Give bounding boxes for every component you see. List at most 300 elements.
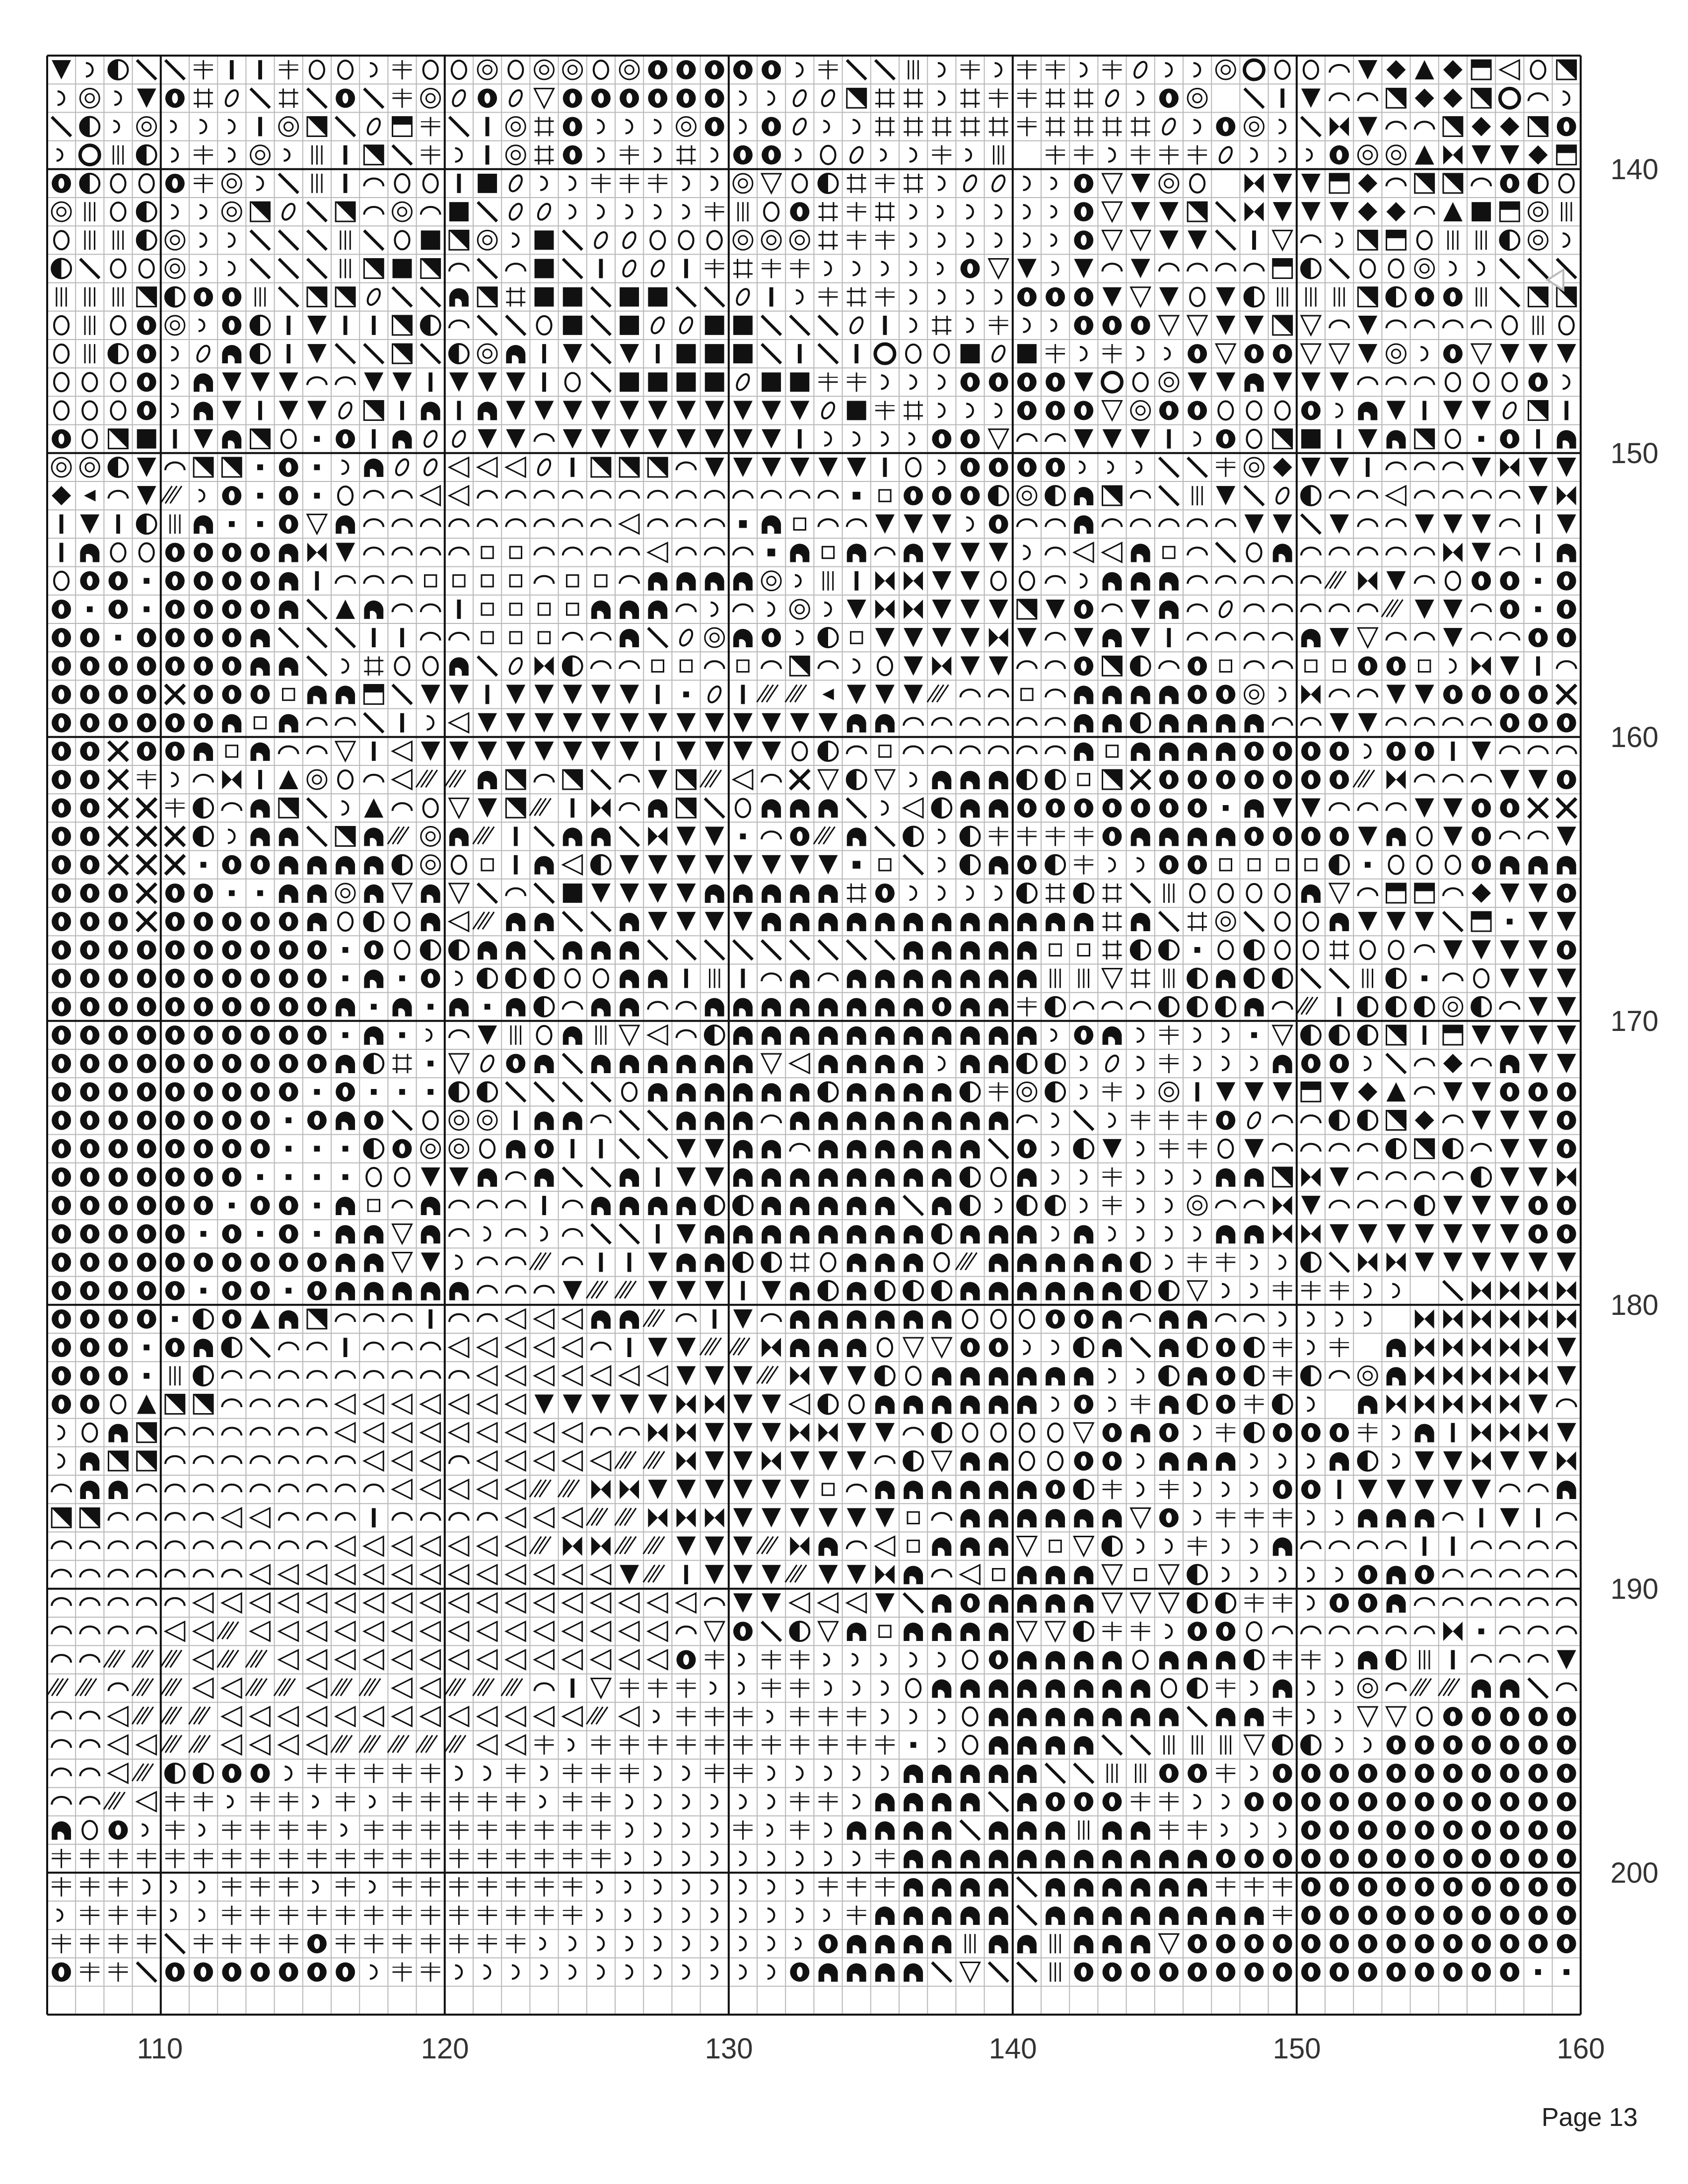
plus-symbol xyxy=(194,1792,213,1811)
filled-circle-dark-symbol xyxy=(1387,1792,1406,1811)
filled-circle-dark-symbol xyxy=(1273,344,1292,363)
arch-arc-symbol xyxy=(1273,576,1292,584)
filled-circle-dark-symbol xyxy=(222,571,241,591)
plus-symbol xyxy=(364,1764,383,1783)
solid-down-triangle-symbol xyxy=(1443,401,1463,420)
hollow-circle-symbol xyxy=(54,316,69,335)
filled-circle-dark-symbol xyxy=(1188,1963,1207,1982)
target-circle-symbol xyxy=(1216,60,1235,79)
filled-quarter-symbol xyxy=(1245,1708,1264,1726)
diagonal-slash-symbol xyxy=(165,60,185,79)
vertical-bar-symbol xyxy=(798,344,802,363)
plus-symbol xyxy=(1301,1281,1321,1300)
filled-quarter-symbol xyxy=(989,941,1008,959)
half-filled-circle-symbol xyxy=(165,287,185,307)
small-half-circle-symbol xyxy=(823,121,829,132)
hash-symbol xyxy=(904,88,923,108)
plus-symbol xyxy=(875,287,895,307)
solid-down-triangle-symbol xyxy=(1443,1253,1463,1272)
filled-quarter-symbol xyxy=(1074,515,1093,534)
c-shape-symbol xyxy=(1136,1199,1143,1212)
solid-down-triangle-symbol xyxy=(819,713,838,733)
filled-quarter-symbol xyxy=(1017,913,1037,931)
plus-symbol xyxy=(847,230,866,250)
hollow-circle-symbol xyxy=(963,1736,977,1754)
arch-arc-symbol xyxy=(1330,1371,1349,1379)
c-shape-symbol xyxy=(910,148,916,162)
filled-quarter-symbol xyxy=(904,1253,923,1272)
solid-down-triangle-symbol xyxy=(1472,1082,1491,1101)
vertical-bar-symbol xyxy=(514,1111,518,1130)
c-shape-symbol xyxy=(1307,1397,1314,1411)
arch-arc-symbol xyxy=(478,1513,497,1521)
hash-symbol xyxy=(1330,940,1349,959)
diagonal-slash-symbol xyxy=(478,316,497,335)
half-filled-circle-symbol xyxy=(989,486,1008,505)
c-shape-symbol xyxy=(1108,1227,1115,1240)
target-circle-symbol xyxy=(1017,486,1037,505)
bowtie-symbol xyxy=(677,1395,696,1414)
filled-quarter-symbol xyxy=(961,913,980,931)
solid-down-triangle-symbol xyxy=(762,401,781,420)
filled-quarter-symbol xyxy=(961,1878,980,1897)
c-shape-symbol xyxy=(938,858,945,872)
filled-circle-dark-symbol xyxy=(1557,1111,1576,1130)
outline-down-triangle-symbol xyxy=(1301,316,1321,335)
small-half-circle-symbol xyxy=(170,121,176,132)
small-dot-symbol xyxy=(257,1174,263,1180)
diagonal-slash-symbol xyxy=(961,1821,980,1840)
arch-arc-symbol xyxy=(449,1030,469,1038)
half-moon-arc-symbol xyxy=(678,315,695,335)
plus-symbol xyxy=(421,1821,440,1840)
half-filled-circle-symbol xyxy=(1188,1338,1207,1357)
filled-quarter-symbol xyxy=(1188,1651,1207,1669)
arch-arc-symbol xyxy=(1330,321,1349,329)
hollow-circle-symbol xyxy=(395,912,409,931)
filled-circle-dark-symbol xyxy=(1216,117,1235,136)
hollow-square-symbol xyxy=(510,604,521,615)
filled-circle-dark-symbol xyxy=(989,458,1008,477)
c-shape-symbol xyxy=(114,91,121,105)
filled-quarter-symbol xyxy=(847,1963,866,1981)
filled-circle-dark-symbol xyxy=(1103,1963,1122,1982)
triple-stripe-symbol xyxy=(444,770,466,787)
bowtie-symbol xyxy=(989,628,1008,647)
solid-down-triangle-symbol xyxy=(620,742,639,761)
filled-circle-dark-symbol xyxy=(1529,1906,1548,1925)
half-moon-arc-symbol xyxy=(734,287,751,307)
diagonal-slash-symbol xyxy=(1159,458,1179,477)
hollow-circle-symbol xyxy=(54,231,69,249)
filled-diamond-symbol xyxy=(1387,202,1406,221)
c-shape-symbol xyxy=(1136,1057,1143,1070)
half-triangle-square-symbol xyxy=(620,458,639,477)
half-filled-circle-symbol xyxy=(1159,1281,1179,1300)
c-shape-symbol xyxy=(739,1795,746,1808)
solid-down-triangle-symbol xyxy=(1415,912,1434,931)
filled-quarter-symbol xyxy=(904,1310,923,1329)
plus-symbol xyxy=(677,1707,696,1726)
small-half-circle-symbol xyxy=(823,1654,829,1665)
arch-arc-symbol xyxy=(336,718,355,726)
plus-symbol xyxy=(137,770,156,789)
left-triangle-outline-symbol xyxy=(506,1508,525,1527)
hollow-circle-symbol xyxy=(310,61,324,79)
small-dot-symbol xyxy=(201,1231,207,1237)
left-triangle-outline-symbol xyxy=(251,1593,270,1613)
left-triangle-outline-symbol xyxy=(279,1593,298,1613)
small-dot-symbol xyxy=(229,1203,235,1209)
diagonal-slash-symbol xyxy=(251,259,270,278)
solid-down-triangle-symbol xyxy=(449,742,469,761)
hash-symbol xyxy=(1103,940,1122,959)
filled-circle-dark-symbol xyxy=(109,940,128,959)
outline-down-triangle-symbol xyxy=(705,1622,724,1641)
c-shape-symbol xyxy=(710,148,717,162)
filled-circle-dark-symbol xyxy=(80,1054,99,1073)
filled-quarter-symbol xyxy=(1017,1594,1037,1613)
left-triangle-outline-symbol xyxy=(421,1679,440,1698)
filled-circle-dark-symbol xyxy=(52,1082,71,1101)
vertical-bar-symbol xyxy=(60,514,64,534)
plus-symbol xyxy=(1245,1395,1264,1414)
vertical-bar-symbol xyxy=(1564,401,1568,420)
filled-quarter-symbol xyxy=(1103,1907,1122,1925)
solid-down-triangle-symbol xyxy=(648,884,667,903)
filled-circle-dark-symbol xyxy=(961,429,980,449)
filled-diamond-symbol xyxy=(1358,174,1377,193)
solid-down-triangle-symbol xyxy=(620,855,639,875)
filled-circle-dark-symbol xyxy=(1358,1792,1377,1811)
target-circle-symbol xyxy=(165,316,185,335)
solid-down-triangle-symbol xyxy=(790,713,809,733)
arch-arc-symbol xyxy=(52,1655,71,1663)
bowtie-symbol xyxy=(1472,1309,1491,1329)
solid-down-triangle-symbol xyxy=(677,401,696,420)
left-triangle-outline-symbol xyxy=(251,1622,270,1641)
half-triangle-square-symbol xyxy=(506,798,525,818)
filled-circle-dark-symbol xyxy=(52,600,71,619)
vertical-bar-symbol xyxy=(656,344,660,363)
bowtie-symbol xyxy=(307,543,327,562)
plus-symbol xyxy=(279,60,298,79)
filled-quarter-symbol xyxy=(875,1395,895,1414)
row-number-label: 200 xyxy=(1610,1856,1659,1889)
plus-symbol xyxy=(1103,1082,1122,1101)
arch-arc-symbol xyxy=(591,633,611,641)
solid-down-triangle-symbol xyxy=(1472,1196,1491,1215)
filled-circle-dark-symbol xyxy=(1443,344,1463,363)
c-shape-symbol xyxy=(1364,1738,1371,1752)
plus-symbol xyxy=(251,1934,270,1953)
solid-down-triangle-symbol xyxy=(1131,202,1150,221)
bowtie-symbol xyxy=(1443,1366,1463,1385)
filled-quarter-symbol xyxy=(336,515,355,534)
filled-quarter-symbol xyxy=(1017,1651,1037,1669)
filled-quarter-symbol xyxy=(1245,998,1264,1017)
filled-quarter-symbol xyxy=(1017,1821,1037,1840)
column-number-label: 150 xyxy=(1272,2032,1321,2065)
plus-symbol xyxy=(137,1906,156,1925)
hollow-circle-symbol xyxy=(1502,373,1517,391)
triple-stripe-symbol xyxy=(75,1679,97,1696)
left-triangle-outline-symbol xyxy=(449,1707,469,1726)
filled-circle-dark-symbol xyxy=(1103,316,1122,335)
filled-circle-dark-symbol xyxy=(705,88,724,108)
half-triangle-square-symbol xyxy=(421,259,440,278)
filled-quarter-symbol xyxy=(989,1850,1008,1868)
left-triangle-outline-symbol xyxy=(563,1707,582,1726)
filled-quarter-symbol xyxy=(677,1111,696,1130)
outline-down-triangle-symbol xyxy=(393,884,412,903)
target-circle-symbol xyxy=(733,230,753,250)
solid-down-triangle-symbol xyxy=(1472,742,1491,761)
filled-circle-dark-symbol xyxy=(1529,628,1548,647)
diagonal-slash-symbol xyxy=(1017,1906,1037,1925)
filled-quarter-symbol xyxy=(279,601,298,619)
arch-arc-symbol xyxy=(1387,1683,1406,1691)
filled-circle-dark-symbol xyxy=(421,969,440,988)
arch-arc-symbol xyxy=(1443,1115,1463,1123)
left-triangle-outline-symbol xyxy=(506,1593,525,1613)
x-mark-symbol xyxy=(137,884,156,903)
row-number-label: 140 xyxy=(1610,153,1659,186)
filled-diamond-symbol xyxy=(1500,117,1519,136)
triple-bar-symbol xyxy=(709,969,719,988)
bar-rectangle-symbol xyxy=(1472,912,1491,931)
triple-stripe-symbol xyxy=(416,1735,437,1753)
filled-circle-dark-symbol xyxy=(165,1963,185,1982)
filled-quarter-symbol xyxy=(1387,1339,1406,1357)
filled-quarter-symbol xyxy=(733,629,753,647)
bowtie-symbol xyxy=(648,827,667,846)
filled-circle-dark-symbol xyxy=(1415,1934,1434,1953)
half-triangle-square-symbol xyxy=(1103,656,1122,676)
left-triangle-outline-symbol xyxy=(279,1707,298,1726)
plus-symbol xyxy=(194,145,213,165)
arch-arc-symbol xyxy=(251,1541,270,1549)
filled-circle-dark-symbol xyxy=(52,1366,71,1385)
solid-down-triangle-symbol xyxy=(1472,1253,1491,1272)
solid-down-triangle-symbol xyxy=(506,401,525,420)
filled-quarter-symbol xyxy=(1216,1168,1235,1187)
filled-quarter-symbol xyxy=(1046,1736,1065,1755)
filled-quarter-symbol xyxy=(1046,1708,1065,1726)
c-shape-symbol xyxy=(682,1767,689,1780)
half-triangle-square-symbol xyxy=(364,259,383,278)
arch-arc-symbol xyxy=(52,1740,71,1748)
arch-arc-symbol xyxy=(535,547,554,555)
filled-circle-dark-symbol xyxy=(80,1338,99,1357)
target-circle-symbol xyxy=(336,884,355,903)
c-shape-symbol xyxy=(1136,1085,1143,1098)
solid-square-symbol xyxy=(1301,429,1321,449)
triple-bar-symbol xyxy=(1477,287,1486,307)
c-shape-symbol xyxy=(824,1823,831,1837)
arch-arc-symbol xyxy=(364,1371,383,1379)
filled-quarter-symbol xyxy=(1103,1339,1122,1357)
filled-quarter-symbol xyxy=(648,799,667,818)
filled-circle-dark-symbol xyxy=(251,600,270,619)
filled-quarter-symbol xyxy=(733,1026,753,1045)
plus-symbol xyxy=(762,259,781,278)
c-shape-symbol xyxy=(1194,1426,1200,1439)
half-triangle-square-symbol xyxy=(222,458,241,477)
arch-arc-symbol xyxy=(705,1598,724,1606)
c-shape-symbol xyxy=(852,120,859,133)
hollow-circle-symbol xyxy=(963,1310,977,1328)
filled-quarter-symbol xyxy=(336,998,355,1017)
solid-square-symbol xyxy=(733,316,753,335)
filled-circle-dark-symbol xyxy=(648,88,667,108)
filled-circle-dark-symbol xyxy=(222,1167,241,1187)
filled-quarter-symbol xyxy=(336,856,355,875)
solid-down-triangle-symbol xyxy=(620,1565,639,1584)
target-circle-symbol xyxy=(1188,88,1207,108)
filled-circle-dark-symbol xyxy=(222,656,241,676)
left-triangle-outline-symbol xyxy=(1074,543,1093,562)
solid-down-triangle-symbol xyxy=(1500,344,1519,363)
hollow-circle-symbol xyxy=(423,1111,438,1130)
half-moon-arc-symbol xyxy=(337,401,353,420)
left-triangle-outline-symbol xyxy=(535,1451,554,1471)
vertical-bar-symbol xyxy=(684,259,688,278)
filled-circle-dark-symbol xyxy=(1415,1906,1434,1925)
c-shape-symbol xyxy=(1336,1568,1342,1581)
solid-down-triangle-symbol xyxy=(677,1338,696,1357)
half-filled-circle-symbol xyxy=(819,1395,838,1414)
vertical-bar-symbol xyxy=(60,543,64,562)
filled-circle-dark-symbol xyxy=(1301,1792,1321,1811)
c-shape-symbol xyxy=(938,177,945,190)
outline-down-triangle-symbol xyxy=(1074,1537,1093,1556)
filled-circle-dark-symbol xyxy=(1387,1735,1406,1755)
diagonal-slash-symbol xyxy=(535,1082,554,1101)
filled-quarter-symbol xyxy=(961,1055,980,1073)
arch-arc-symbol xyxy=(222,1399,241,1407)
filled-quarter-symbol xyxy=(847,544,866,562)
half-filled-circle-symbol xyxy=(705,1196,724,1215)
filled-quarter-symbol xyxy=(336,1197,355,1215)
diagonal-slash-symbol xyxy=(307,88,327,108)
plus-symbol xyxy=(506,1906,525,1925)
diagonal-slash-symbol xyxy=(762,344,781,363)
solid-down-triangle-symbol xyxy=(762,713,781,733)
filled-circle-dark-symbol xyxy=(80,969,99,988)
c-shape-symbol xyxy=(938,461,945,474)
half-moon-arc-symbol xyxy=(1217,599,1234,619)
hollow-circle-symbol xyxy=(1304,61,1318,79)
half-filled-circle-symbol xyxy=(421,940,440,959)
triple-bar-symbol xyxy=(1051,969,1060,988)
filled-circle-dark-symbol xyxy=(1472,1906,1491,1925)
plus-symbol xyxy=(705,259,724,278)
vertical-bar-symbol xyxy=(1536,1508,1540,1527)
solid-down-triangle-symbol xyxy=(563,742,582,761)
vertical-bar-symbol xyxy=(542,344,546,363)
outline-down-triangle-symbol xyxy=(875,770,895,789)
filled-quarter-symbol xyxy=(904,998,923,1017)
plus-symbol xyxy=(1159,1821,1179,1840)
arch-arc-symbol xyxy=(506,1201,525,1209)
filled-quarter-symbol xyxy=(1017,1509,1037,1527)
filled-circle-dark-symbol xyxy=(1500,1849,1519,1868)
half-moon-arc-symbol xyxy=(848,145,865,165)
plus-symbol xyxy=(591,174,611,193)
hash-symbol xyxy=(904,174,923,193)
solid-down-triangle-symbol xyxy=(762,742,781,761)
filled-circle-dark-symbol xyxy=(790,202,809,221)
filled-circle-dark-symbol xyxy=(279,486,298,505)
small-dot-symbol xyxy=(343,1146,349,1152)
left-triangle-outline-symbol xyxy=(393,770,412,789)
filled-circle-dark-symbol xyxy=(1557,1707,1576,1726)
diagonal-slash-symbol xyxy=(478,884,497,903)
half-triangle-square-symbol xyxy=(1387,1025,1406,1045)
solid-down-triangle-symbol xyxy=(790,1508,809,1527)
filled-circle-dark-symbol xyxy=(1500,1934,1519,1953)
half-filled-circle-symbol xyxy=(932,1224,951,1243)
target-circle-symbol xyxy=(1415,259,1434,278)
c-shape-symbol xyxy=(1136,1369,1143,1382)
filled-quarter-symbol xyxy=(790,799,809,818)
plus-symbol xyxy=(1330,1338,1349,1357)
c-shape-symbol xyxy=(626,205,633,218)
filled-quarter-symbol xyxy=(961,1509,980,1527)
half-filled-circle-symbol xyxy=(1103,1537,1122,1556)
arch-arc-symbol xyxy=(1358,1201,1377,1209)
plus-symbol xyxy=(393,1877,412,1897)
filled-diamond-symbol xyxy=(1472,117,1491,136)
vertical-bar-symbol xyxy=(656,1167,660,1187)
half-filled-circle-symbol xyxy=(1188,1395,1207,1414)
c-shape-symbol xyxy=(626,1965,633,1979)
small-half-circle-symbol xyxy=(199,1824,205,1836)
diagonal-slash-symbol xyxy=(80,259,99,278)
filled-circle-dark-symbol xyxy=(1245,344,1264,363)
c-shape-symbol xyxy=(938,91,945,105)
filled-circle-dark-symbol xyxy=(1500,1764,1519,1783)
plus-symbol xyxy=(1273,1877,1292,1897)
triple-bar-symbol xyxy=(511,1025,520,1045)
arch-arc-symbol xyxy=(449,547,469,555)
hollow-circle-symbol xyxy=(1474,969,1488,988)
filled-circle-dark-symbol xyxy=(1387,1877,1406,1897)
small-dot-symbol xyxy=(683,691,689,697)
diagonal-slash-symbol xyxy=(364,344,383,363)
arch-arc-symbol xyxy=(109,1541,128,1549)
hash-symbol xyxy=(847,174,866,193)
small-dot-symbol xyxy=(911,1742,916,1748)
triple-stripe-symbol xyxy=(416,770,437,787)
filled-quarter-symbol xyxy=(1074,1253,1093,1272)
c-shape-symbol xyxy=(1477,262,1484,275)
filled-quarter-symbol xyxy=(762,799,781,818)
solid-square-symbol xyxy=(563,884,582,903)
filled-quarter-symbol xyxy=(904,1850,923,1868)
vertical-bar-symbol xyxy=(344,145,348,165)
c-shape-symbol xyxy=(1392,1454,1399,1468)
filled-quarter-symbol xyxy=(1017,941,1037,959)
filled-quarter-symbol xyxy=(1472,1679,1491,1698)
c-shape-symbol xyxy=(910,375,916,389)
arch-arc-symbol xyxy=(733,547,753,555)
vertical-bar-symbol xyxy=(230,60,234,79)
diagonal-slash-symbol xyxy=(904,1593,923,1613)
c-shape-symbol xyxy=(682,1965,689,1979)
target-circle-symbol xyxy=(705,628,724,647)
